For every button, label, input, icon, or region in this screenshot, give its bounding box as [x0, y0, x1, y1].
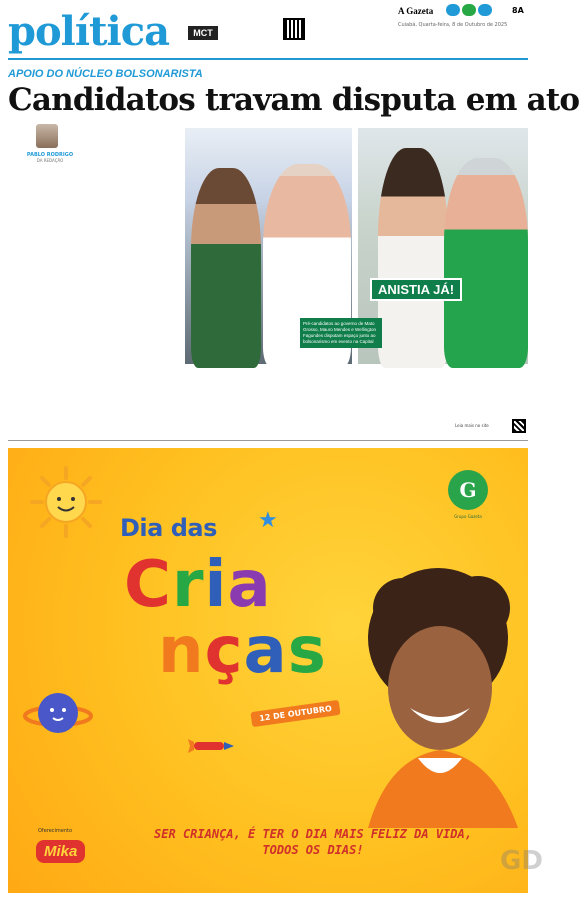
article-column-6: [445, 370, 527, 418]
ad-title-small: Dia das: [120, 514, 217, 542]
article-kicker: APOIO DO NÚCLEO BOLSONARISTA: [8, 68, 203, 80]
newspaper-name: A Gazeta: [398, 6, 434, 16]
title-letter: C: [124, 548, 172, 622]
ad-date-ribbon: 12 DE OUTUBRO: [250, 700, 340, 727]
title-letter: a: [227, 548, 272, 622]
newspaper-logo-icon: [446, 4, 492, 16]
brand-name: Grupo Gazeta: [454, 514, 482, 519]
ad-slogan: SER CRIANÇA, É TER O DIA MAIS FELIZ DA VIDA, TODOS OS DIAS!: [154, 827, 472, 857]
author-avatar: [36, 124, 58, 148]
watermark: GD: [500, 846, 543, 876]
article-column-3: [185, 370, 265, 434]
title-letter: ç: [204, 614, 244, 688]
article-column-4: [270, 370, 350, 434]
article-photo-right: [358, 128, 528, 364]
rocket-icon: [188, 738, 234, 754]
star-icon: ★: [258, 508, 278, 533]
edition-date: Cuiabá, Quarta-feira, 8 de Outubro de 2025: [398, 22, 508, 28]
title-letter: n: [158, 614, 205, 688]
author-name: PABLO RODRIGO: [26, 152, 74, 158]
sun-icon: [30, 466, 102, 538]
section-title: política: [8, 8, 169, 55]
photo-caption: Pré-candidatos ao governo de Mato Grosso, Mauro Mendes e Wellington Fagundes disputam espaço junto ao bolsonarismo em evento na Capital: [300, 318, 382, 348]
article-column-2: [96, 124, 180, 434]
page-header: [0, 0, 535, 60]
title-letter: i: [204, 548, 228, 622]
article-column-5: [358, 370, 438, 434]
qr-code-icon: [512, 419, 526, 433]
page-number: 8A: [512, 6, 524, 15]
photo-badge: ANISTIA JÁ!: [370, 278, 462, 301]
planet-icon: [23, 678, 93, 748]
ad-title-line-1: [124, 548, 272, 622]
title-letter: s: [287, 614, 327, 688]
title-letter: a: [243, 614, 288, 688]
child-photo: [328, 568, 538, 828]
sponsor-logo: Mika: [36, 840, 85, 863]
qr-code-icon: [283, 18, 305, 40]
article-headline: Candidatos travam disputa em ato: [8, 82, 579, 118]
header-divider: [8, 58, 528, 60]
sponsor-label: Oferecimento: [38, 828, 73, 834]
childrens-day-ad: [8, 448, 543, 893]
title-letter: r: [171, 548, 205, 622]
article-column-1: [8, 166, 92, 434]
brand-logo: MCT: [188, 26, 218, 40]
grupo-gazeta-logo: G: [448, 470, 488, 510]
ad-title-line-2: [158, 614, 327, 688]
qr-caption: Leia mais no site: [455, 423, 489, 428]
author-role: DA REDAÇÃO: [36, 158, 64, 163]
section-divider: [8, 440, 528, 441]
